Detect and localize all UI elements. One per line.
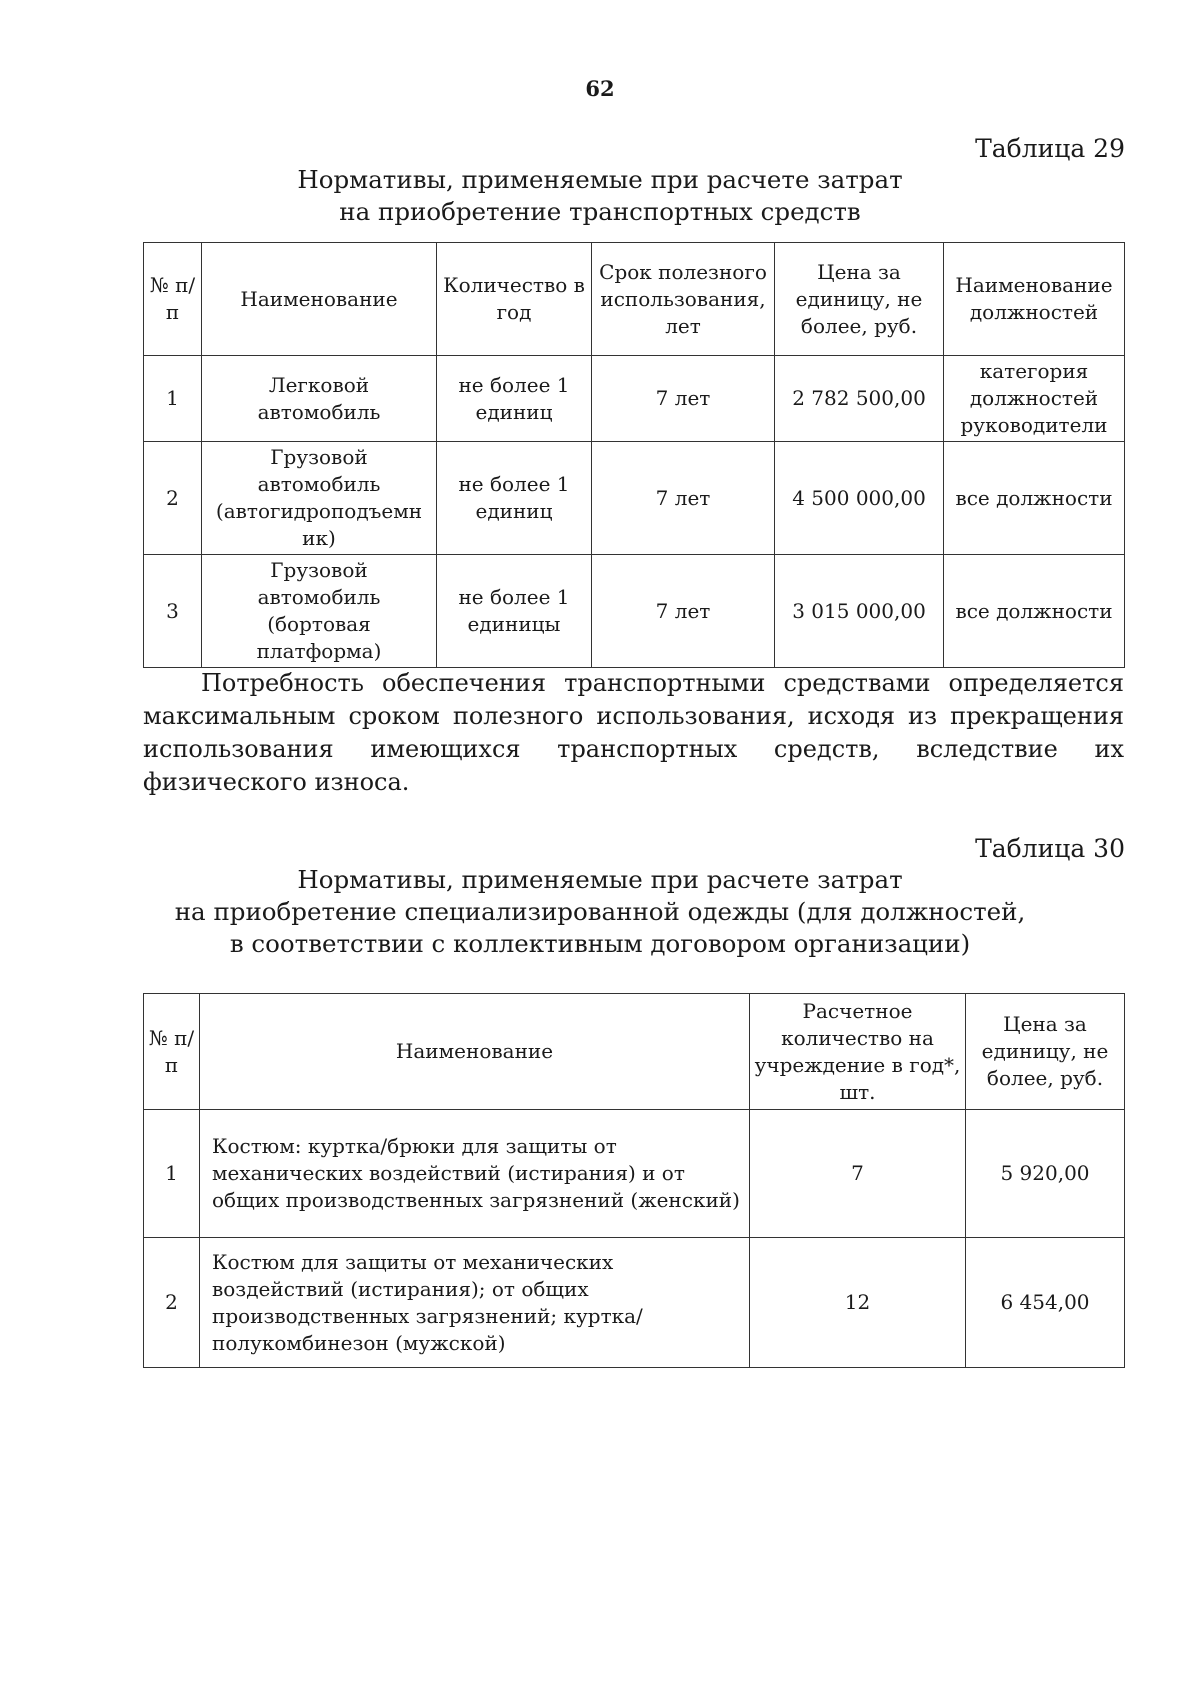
page-number: 62 xyxy=(585,76,615,101)
cell-name: Костюм: куртка/брюки для защиты от механических воздействий (истирания) и от общих производственных загрязнений (женский) xyxy=(200,1110,750,1238)
cell-name: Легковой автомобиль xyxy=(202,356,437,442)
table-30-title-line: на приобретение специализированной одежды (для должностей, xyxy=(174,897,1026,926)
cell-quantity: не более 1 единиц xyxy=(437,356,592,442)
cell-quantity: не более 1 единиц xyxy=(437,442,592,555)
cell-name: Костюм для защиты от механических воздействий (истирания); от общих производственных загрязнений; куртка/полукомбинезон (мужской) xyxy=(200,1238,750,1368)
table-30-title xyxy=(0,864,1200,960)
cell-price: 3 015 000,00 xyxy=(775,555,944,668)
cell-name: Грузовой автомобиль (бортовая платформа) xyxy=(202,555,437,668)
table-30-header-row xyxy=(144,994,1125,1110)
table-29-header-row xyxy=(144,243,1125,356)
cell-positions: все должности xyxy=(944,555,1125,668)
cell-useful-life: 7 лет xyxy=(592,555,775,668)
table-row xyxy=(144,1238,1125,1368)
table-29 xyxy=(143,242,1125,668)
header-name: Наименование xyxy=(200,994,750,1110)
table-29-title xyxy=(0,164,1200,228)
table-row xyxy=(144,442,1125,555)
header-number: № п/п xyxy=(144,243,202,356)
table-row xyxy=(144,555,1125,668)
table-29-caption: Таблица 29 xyxy=(975,134,1125,163)
header-price: Цена за единицу, не более, руб. xyxy=(966,994,1125,1110)
table-row xyxy=(144,1110,1125,1238)
header-quantity: Количество в год xyxy=(437,243,592,356)
cell-useful-life: 7 лет xyxy=(592,442,775,555)
cell-number: 1 xyxy=(144,356,202,442)
cell-estimated-quantity: 12 xyxy=(750,1238,966,1368)
body-paragraph: Потребность обеспечения транспортными средствами определяется максимальным сроком полезного использования, исходя из прекращения использования имеющихся транспортных средств, вследствие их физического износа. xyxy=(143,669,1124,796)
header-price: Цена за единицу, не более, руб. xyxy=(775,243,944,356)
cell-price: 4 500 000,00 xyxy=(775,442,944,555)
cell-positions: все должности xyxy=(944,442,1125,555)
header-useful-life: Срок полезного использования, лет xyxy=(592,243,775,356)
table-29-title-line: на приобретение транспортных средств xyxy=(339,197,861,226)
table-29-title-line: Нормативы, применяемые при расчете затрат xyxy=(297,165,903,194)
cell-number: 1 xyxy=(144,1110,200,1238)
cell-name: Грузовой автомобиль (автогидроподъемн ик) xyxy=(202,442,437,555)
table-row xyxy=(144,356,1125,442)
cell-estimated-quantity: 7 xyxy=(750,1110,966,1238)
table-30-caption: Таблица 30 xyxy=(975,834,1125,863)
table-30 xyxy=(143,993,1125,1368)
header-name: Наименование xyxy=(202,243,437,356)
header-number: № п/п xyxy=(144,994,200,1110)
cell-price: 6 454,00 xyxy=(966,1238,1125,1368)
table-30-title-line: в соответствии с коллективным договором организации) xyxy=(229,929,971,958)
table-30-title-line: Нормативы, применяемые при расчете затрат xyxy=(297,865,903,894)
cell-number: 2 xyxy=(144,442,202,555)
cell-quantity: не более 1 единицы xyxy=(437,555,592,668)
cell-price: 5 920,00 xyxy=(966,1110,1125,1238)
cell-number: 2 xyxy=(144,1238,200,1368)
cell-useful-life: 7 лет xyxy=(592,356,775,442)
cell-number: 3 xyxy=(144,555,202,668)
header-estimated-quantity: Расчетное количество на учреждение в год*, шт. xyxy=(750,994,966,1110)
cell-positions: категория должностей руководители xyxy=(944,356,1125,442)
cell-price: 2 782 500,00 xyxy=(775,356,944,442)
header-positions: Наименование должностей xyxy=(944,243,1125,356)
